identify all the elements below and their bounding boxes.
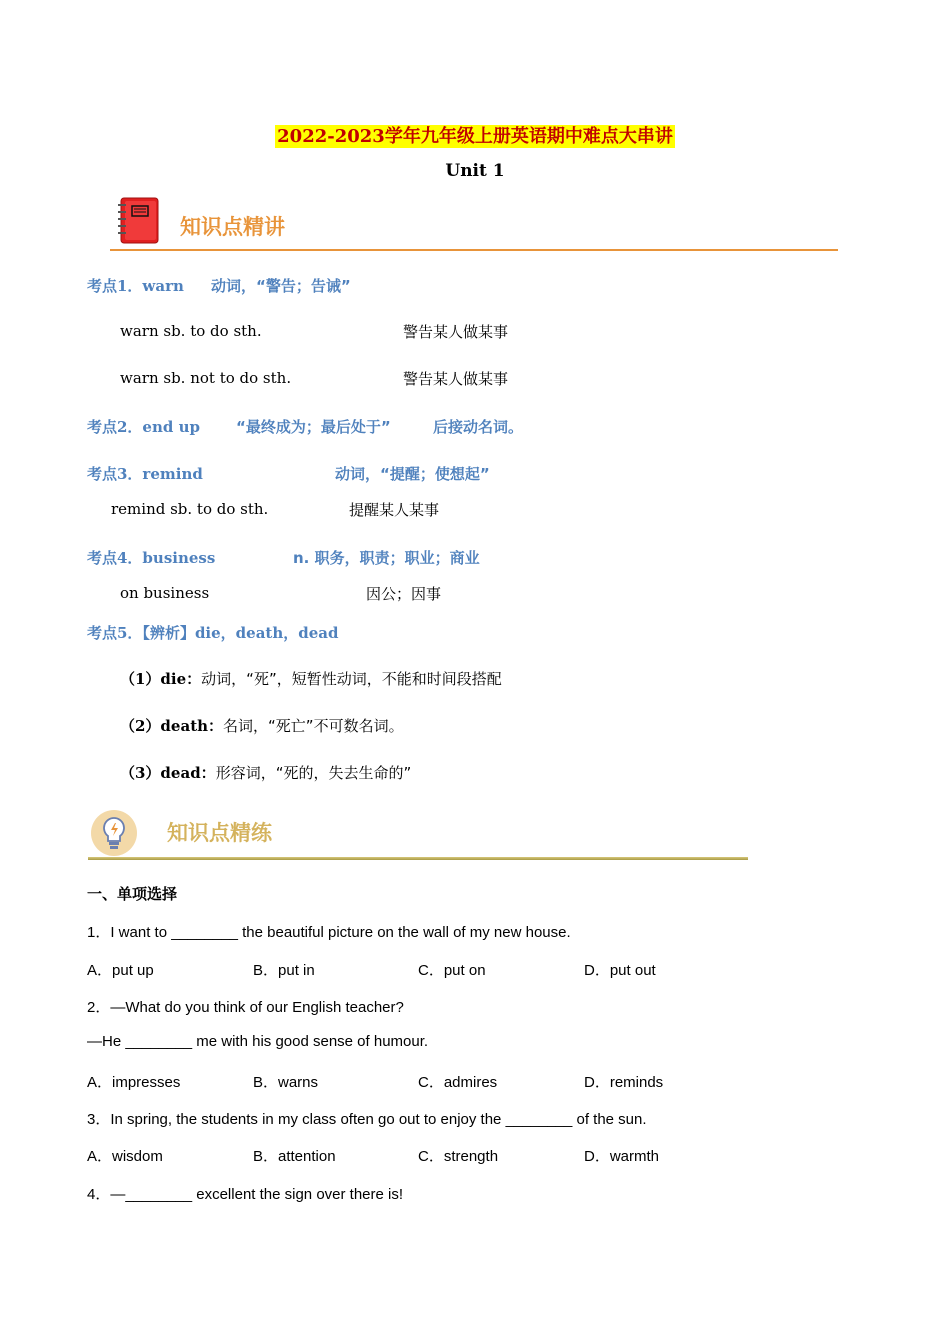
question-1-option-a[interactable]: A．put up bbox=[87, 962, 154, 979]
point-1-phrase-2-cn: 警告某人做某事 bbox=[403, 370, 509, 388]
question-1-stem: 1．I want to ________ the beautiful picture on the wall of my new house. bbox=[87, 924, 571, 941]
notebook-icon bbox=[116, 196, 162, 246]
point-4-phrase-1: on business bbox=[120, 584, 210, 602]
question-2-option-c[interactable]: C．admires bbox=[418, 1074, 498, 1091]
question-2-stem: 2．—What do you think of our English teacher? bbox=[87, 999, 404, 1016]
question-2-option-a[interactable]: A．impresses bbox=[87, 1074, 181, 1091]
point-5-item-2: （2）death：名词，“死亡”不可数名词。 bbox=[120, 717, 404, 735]
point-4-label: 考点4．business bbox=[87, 549, 216, 567]
point-3-phrase-1-cn: 提醒某人某事 bbox=[349, 501, 440, 519]
point-1-label: 考点1．warn bbox=[87, 277, 184, 295]
question-2-option-d[interactable]: D．reminds bbox=[584, 1074, 664, 1091]
page-title: 2022-2023学年九年级上册英语期中难点大串讲 bbox=[277, 126, 673, 147]
lightbulb-icon bbox=[88, 808, 140, 858]
point-3-phrase-1: remind sb. to do sth. bbox=[111, 500, 269, 518]
point-2-label: 考点2．end up bbox=[87, 418, 200, 436]
question-3-option-b[interactable]: B．attention bbox=[253, 1148, 336, 1165]
unit-title: Unit 1 bbox=[445, 161, 505, 181]
question-1-option-d[interactable]: D．put out bbox=[584, 962, 656, 979]
section-divider bbox=[88, 857, 748, 860]
point-4-phrase-1-cn: 因公；因事 bbox=[366, 585, 442, 603]
section-knowledge-title: 知识点精讲 bbox=[180, 215, 285, 239]
question-4-stem: 4．—________ excellent the sign over there is! bbox=[87, 1186, 404, 1203]
point-1-phrase-2: warn sb. not to do sth. bbox=[120, 369, 292, 387]
question-3-option-a[interactable]: A．wisdom bbox=[87, 1148, 163, 1165]
point-1-meaning: 动词，“警告；告诫” bbox=[211, 277, 351, 295]
question-1-option-b[interactable]: B．put in bbox=[253, 962, 315, 979]
point-3-meaning: 动词，“提醒；使想起” bbox=[335, 465, 490, 483]
question-3-option-c[interactable]: C．strength bbox=[418, 1148, 499, 1165]
point-1-phrase-1: warn sb. to do sth. bbox=[120, 322, 262, 340]
question-3-option-d[interactable]: D．warmth bbox=[584, 1148, 660, 1165]
section-practice-title: 知识点精练 bbox=[167, 821, 272, 845]
question-2-option-b[interactable]: B．warns bbox=[253, 1074, 319, 1091]
point-1-phrase-1-cn: 警告某人做某事 bbox=[403, 323, 509, 341]
point-2-note: 后接动名词。 bbox=[433, 418, 524, 436]
question-1-option-c[interactable]: C．put on bbox=[418, 962, 486, 979]
point-3-label: 考点3．remind bbox=[87, 465, 203, 483]
exercise-heading: 一、单项选择 bbox=[87, 885, 178, 903]
point-5-item-1: （1）die：动词，“死”，短暂性动词，不能和时间段搭配 bbox=[120, 670, 502, 688]
point-2-meaning: “最终成为；最后处于” bbox=[236, 418, 391, 436]
section-divider bbox=[110, 249, 838, 251]
question-2-stem-2: —He ________ me with his good sense of humour. bbox=[87, 1033, 429, 1050]
point-4-meaning: n. 职务，职责；职业；商业 bbox=[293, 549, 480, 567]
point-5-item-3: （3）dead：形容词，“死的，失去生命的” bbox=[120, 764, 412, 782]
point-5-label: 考点5．【辨析】die，death，dead bbox=[87, 624, 339, 642]
question-3-stem: 3．In spring, the students in my class often go out to enjoy the ________ of the sun. bbox=[87, 1111, 647, 1128]
